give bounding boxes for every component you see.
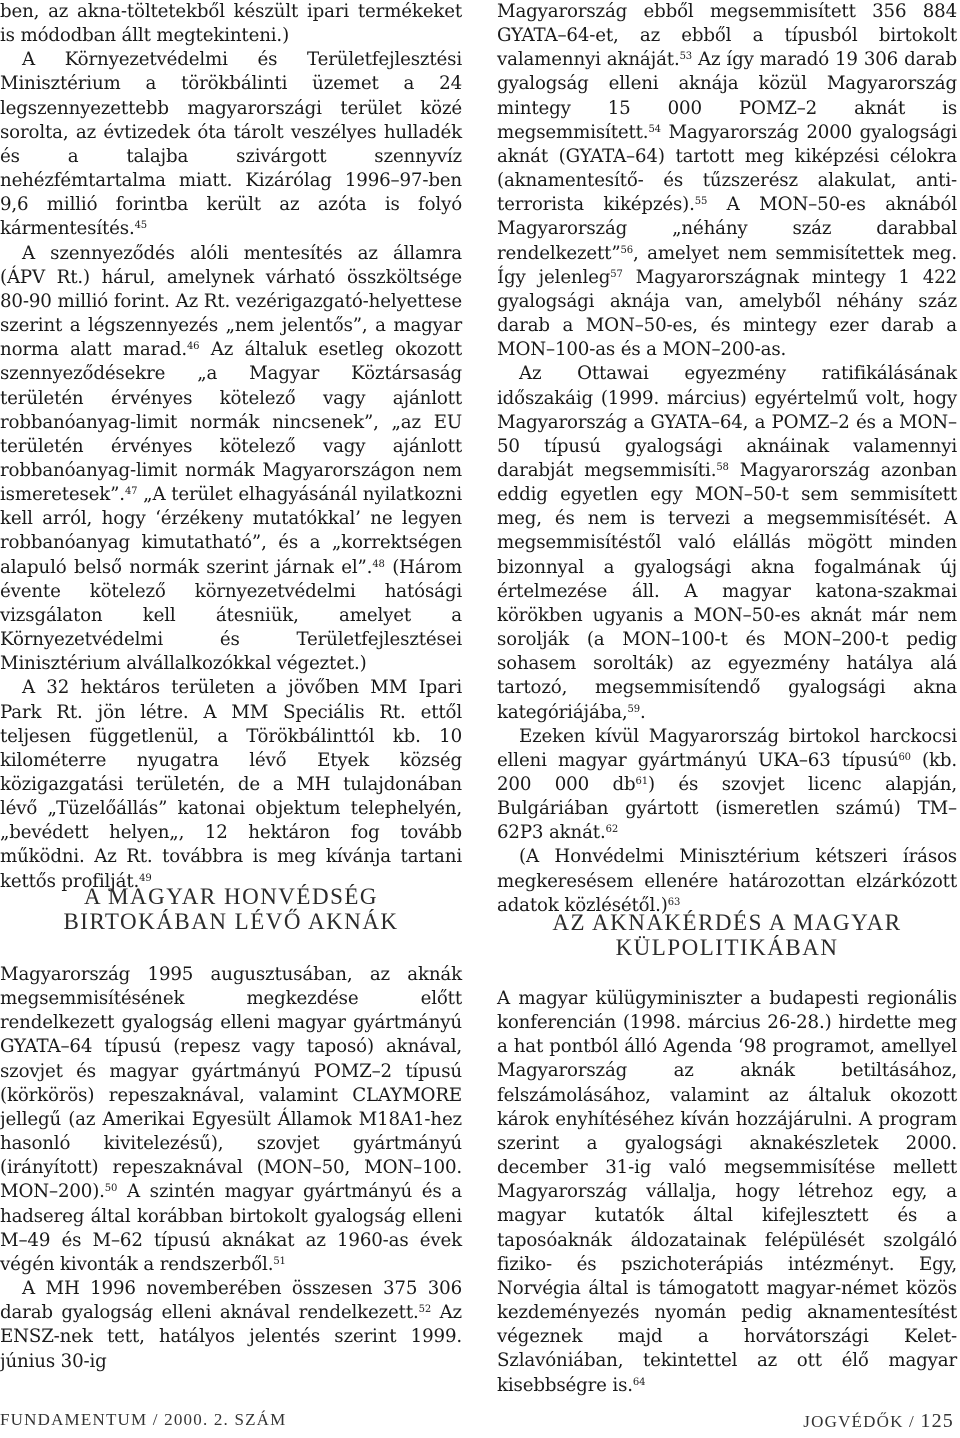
paragraph: [0, 1277, 462, 1374]
footnote-ref: 54: [648, 123, 661, 135]
paragraph-text: „A terület elhagyásánál nyilatkozni kell arról, hogy ‘érzékeny mutatókkal’ ne legyen robbanóanyag kimutatható”, és a „korrektségen alapuló belső normák szerint járnak el”.: [0, 484, 462, 578]
paragraph-text: A 32 hektáros területen a jövőben MM Ipari Park Rt. jön létre. A MM Speciális Rt. ettől teljesen függetlenül, a Törökbálinttól kb. 10 kilométerre nyugatra lévő Etyek község közigazgatási területén, de a MH tulajdonában lévő „Tüzelőállás” katonai objektum telephelyén, „bevédett helyen„, 12 hektáron fog tovább működni. Az Rt. továbbra is meg kívánja tartani kettős profilját.: [0, 677, 462, 892]
paragraph-text: Az általuk esetleg okozott szennyeződésekre „a Magyar Köztársaság területén érvényes kötelező vagy ajánlott robbanóanyag-limit normák nincsenek”, „az EU területén érvényes kötelező vagy ajánlott robbanóanyag-limit normák Magyarországon nem ismeretesek”.: [0, 339, 462, 506]
footnote-ref: 56: [620, 244, 633, 256]
footnote-ref: 49: [139, 872, 152, 884]
paragraph-text: A Környezetvédelmi és Területfejlesztési Minisztérium a törökbálinti üzemet a 24 legszennyezettebb magyarországi terület közé sorolta, az évtizedek óta tárolt veszélyes hulladék és a talajba szivárgott szennyvíz nehézfémtartalma miatt. Kizárólag 1996–97-ben 9,6 millió forintba került az azóta is folyó kármentesítés.: [0, 49, 462, 240]
paragraph-text: Az Ottawai egyezmény ratifikálásának időszakáig (1999. március) egyértelmű volt, hogy Magyarország a GYATA–64, a POMZ–2 és a MON–50 típusú gyalogsági aknáinak valamennyi darabját megsemmisíti.: [497, 363, 957, 481]
paragraph-text: .: [639, 701, 646, 723]
footnote-ref: 62: [605, 824, 619, 836]
paragraph: [0, 963, 462, 1277]
footnote-ref: 59: [627, 703, 640, 715]
footnote-ref: 63: [667, 896, 681, 908]
footnote-ref: 45: [134, 220, 148, 232]
paragraph-text: A magyar külügyminiszter a budapesti regionális konferencián (1998. március 26-28.) hirdette meg a hat pontból álló Agenda ‘98 programot, amellyel Magyarország az aknák betiltásához, felszámolásához, valamint az általuk okozott károk enyhítéséhez kíván hozzájárulni. A program szerint a gyalogsági aknakészletek 2000. december 31-ig való megsemmisítése mellett Magyarország vállalja, hogy létrehoz egy, a magyar kutatók által kifejlesztett és a taposóaknák áldozatainak felépülését szolgáló fiziko- és pszichoterápiás intézményt. Egy, Norvégia által is támogatott magyar-német közös kezdeményezés nyomán pedig aknamentesítést végeznek majd a horvátországi Kelet-Szlavóniában, tekintettel az ott élő magyar kisebbségre is.: [497, 988, 957, 1396]
footer-section-page: [803, 1410, 954, 1433]
footnote-ref: 47: [124, 486, 138, 498]
paragraph: [497, 362, 957, 724]
left-column-top: [0, 0, 462, 894]
footnote-ref: 64: [632, 1376, 646, 1388]
footnote-ref: 55: [694, 196, 708, 208]
footer-journal-issue: [0, 1410, 286, 1430]
footnote-ref: 51: [273, 1255, 286, 1267]
paragraph-text: , amelyet nem semmisítettek meg. Így jelenleg: [497, 242, 957, 288]
paragraph-text: (kb. 200 000 db: [497, 749, 957, 795]
footnote-ref: 53: [679, 51, 693, 63]
right-column-bottom: [497, 987, 957, 1398]
footnote-ref: 48: [372, 558, 385, 570]
footnote-ref: 52: [418, 1304, 432, 1316]
paragraph-text: ben, az akna-töltetekből készült ipari termékeket is módodban állt megtekinteni.): [0, 1, 462, 47]
footer-section-label: JOGVÉDŐK /: [803, 1412, 915, 1431]
paragraph: [0, 242, 462, 677]
paragraph-text: Magyarország 2000 gyalogsági aknát (GYATA–64) tartott meg kiképzési célokra (aknamentesítő- és tűzszerész alakulat, anti-terrorista kiképzés).: [497, 121, 957, 216]
right-column-top: [497, 0, 957, 918]
paragraph: [0, 0, 462, 48]
paragraph-text: Ezeken kívül Magyarország birtokol harckocsi elleni magyar gyártmányú UKA–63 típusú: [497, 725, 957, 771]
footnote-ref: 57: [610, 268, 623, 280]
paragraph-text: ) és szovjet licenc alapján, Bulgáriában gyártott (ismeretlen számú) TM–62P3 aknát.: [497, 774, 957, 844]
paragraph: [497, 845, 957, 917]
paragraph-text: A szintén magyar gyártmányú és a hadsereg által korábban birtokolt gyalogság elleni M–49 és M–62 típusú aknákat az 1960-as évek végén kivonták a rendszerből.: [0, 1181, 462, 1275]
left-column-bottom: [0, 963, 462, 1374]
paragraph-text: Az így maradó 19 306 darab gyalogság elleni aknája közül Magyarország mintegy 15 000 POMZ–2 aknát is megsemmisített.: [497, 49, 957, 143]
paragraph-text: Magyarország 1995 augusztusában, az aknák megsemmisítésének megkezdése előtt rendelkezett gyalogság elleni magyar gyártmányú GYATA–64 típusú (repesz vagy taposó) aknával, szovjet és magyar gyártmányú POMZ–2 típusú (körkörös) repeszaknával, valamint CLAYMORE jellegű (az Amerikai Egyesült Államok M18A1-hez hasonló kivitelezésű), szovjet gyártmányú (irányított) repeszaknával (MON–50, MON–100. MON–200).: [0, 964, 462, 1203]
paragraph-text: Magyarország ebből megsemmisített 356 884 GYATA–64-et, az ebből a típusból birtokolt valamennyi aknáját.: [497, 1, 957, 71]
paragraph-text: A szennyeződés alóli mentesítés az államra (ÁPV Rt.) hárul, amelynek várható összköltsége 80-90 millió forint. Az Rt. vezérigazgató-helyettese szerint a légszennyezés „nem jelentős”, a magyar norma alatt marad.: [0, 242, 462, 361]
paragraph: [497, 725, 957, 846]
footnote-ref: 61: [635, 776, 648, 787]
footnote-ref: 50: [104, 1183, 118, 1195]
page-number: 125: [920, 1410, 954, 1432]
paragraph: [0, 48, 462, 241]
footer-journal-label: FUNDAMENTUM / 2000. 2. SZÁM: [0, 1410, 287, 1429]
paragraph: [0, 676, 462, 893]
footnote-ref: 58: [716, 461, 729, 473]
paragraph-text: (Három évente kötelező környezetvédelmi hatósági vizsgálaton kell átesniük, amelyet a Környezetvédelmi és Területfejlesztései Minisztérium alvállalkozókkal végeztet.): [0, 556, 463, 675]
paragraph-text: Az ENSZ-nek tett, hatályos jelentés szerint 1999. június 30-ig: [0, 1302, 462, 1372]
section-heading-right: AZ AKNAKÉRDÉS A MAGYAR KÜLPOLITIKÁBAN: [552, 910, 902, 960]
footnote-ref: 46: [186, 341, 200, 353]
paragraph: [497, 0, 957, 362]
paragraph: [497, 987, 957, 1398]
paragraph-text: A MON–50-es aknából Magyarország „néhány száz darabbal rendelkezett”: [497, 194, 957, 264]
section-heading-left: A MAGYAR HONVÉDSÉG BIRTOKÁBAN LÉVŐ AKNÁK: [63, 884, 399, 934]
paragraph-text: Magyarországnak mintegy 1 422 gyalogsági aknája van, amelyből néhány száz darab a MON–50-es, és mintegy ezer darab a MON–100-as és a MON–200-as.: [497, 266, 957, 361]
paragraph-text: Magyarország azonban eddig egyetlen egy MON–50-t sem semmisített meg, és nem is tervezi a megsemmisítését. A megsemmisítéstől való elállás mögött minden bizonnyal a gyalogsági akna fogalmának új értelmezése áll. A magyar katona-szakmai körökben ugyanis a MON–50-es aknát már nem sorolják (a MON–100-t és MON–200-t pedig sohasem sorolták) az egyezmény hatálya alá tartozó, megsemmisítendő gyalogsági akna kategóriájába,: [497, 459, 957, 723]
paragraph-text: A MH 1996 novemberében összesen 375 306 darab gyalogság elleni aknával rendelkezett.: [0, 1278, 462, 1324]
footnote-ref: 60: [898, 751, 911, 763]
paragraph-text: (A Honvédelmi Minisztérium kétszeri írásos megkeresésem ellenére határozottan elzárkózott adatok közlésétől.): [497, 846, 957, 916]
